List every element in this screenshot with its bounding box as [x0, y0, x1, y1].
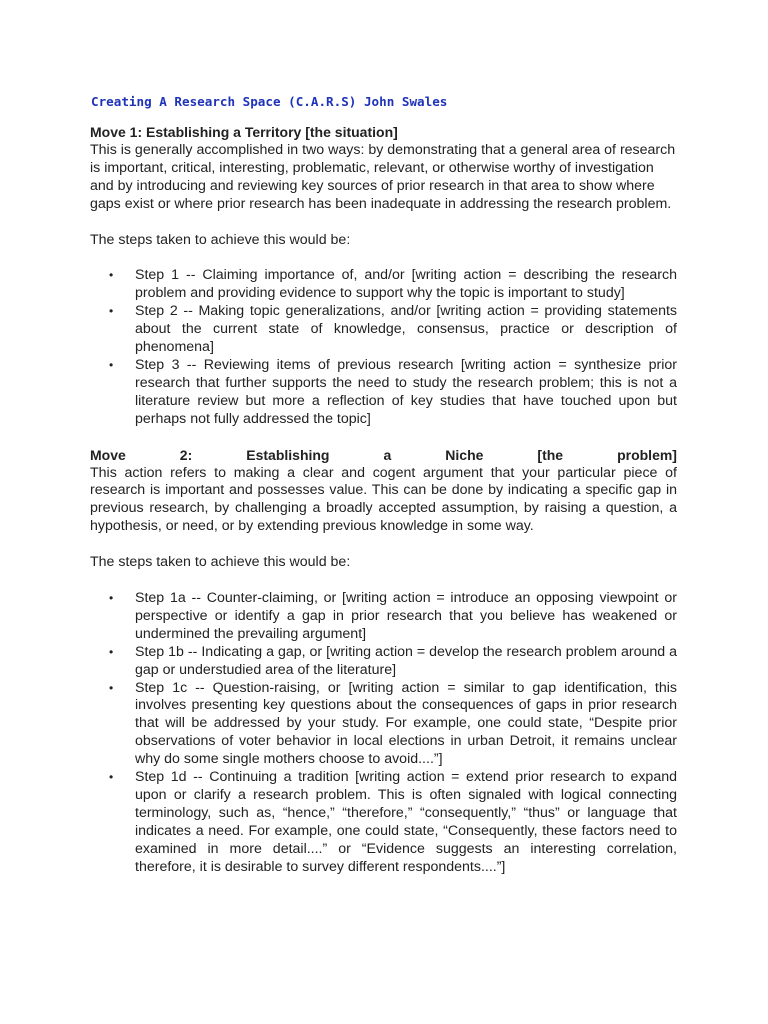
move1-heading: Move 1: Establishing a Territory [the situation] — [90, 124, 398, 140]
move2-intro: This action refers to making a clear and cogent argument that your particular piece of research is important and possesses value. This can be done by indicating a specific gap in previous research, by challenging a broadly accepted assumption, by raising a question, a hypothesis, or need, or by extending previous knowledge in some way. — [90, 464, 677, 535]
move2-heading-word: Establishing — [246, 446, 330, 463]
move2-heading-word: 2: — [179, 446, 193, 463]
step-text: Step 1a -- Counter-claiming, or [writing action = introduce an opposing viewpoint or perspective or identify a gap in prior research that you believe has weakened or undermined the prevailing argument] — [135, 590, 677, 642]
bullet-icon: • — [109, 591, 114, 606]
bullet-icon: • — [109, 644, 114, 659]
move2-heading-word: Niche — [445, 446, 484, 463]
list-item — [90, 267, 677, 303]
move2-heading — [90, 447, 677, 465]
bullet-icon: • — [109, 770, 114, 785]
move2-heading-word: Move — [90, 446, 126, 463]
move1-intro: This is generally accomplished in two ways: by demonstrating that a general area of research is important, critical, interesting, problematic, relevant, or otherwise worthy of investigation and by introducing and reviewing key sources of prior research in that area to show where gaps exist or where prior research has been inadequate in addressing the research problem. — [90, 141, 676, 212]
list-item — [90, 644, 677, 680]
list-item — [90, 769, 677, 876]
list-item — [90, 590, 677, 644]
bullet-icon: • — [109, 304, 114, 319]
bullet-icon: • — [109, 357, 114, 372]
move2-heading-word: [the — [537, 446, 564, 463]
step-text: Step 2 -- Making topic generalizations, and/or [writing action = providing statements about the current state of knowledge, consensus, practice or description of phenomena] — [135, 303, 677, 356]
move1-steps-intro: The steps taken to achieve this would be: — [90, 231, 351, 248]
document-title: Creating A Research Space (C.A.R.S) John Swales — [91, 94, 448, 109]
bullet-icon: • — [109, 680, 114, 695]
move1-steps-list — [90, 267, 677, 428]
step-text: Step 1c -- Question-raising, or [writing action = similar to gap identification, this involves presenting key questions about the consequences of gaps in prior research that will be addressed by your study. For example, one could state, “Despite prior observations of voter behavior in local elections in urban Detroit, it remains unclear why do some single mothers choose to avoid....”] — [135, 679, 677, 768]
step-text: Step 1 -- Claiming importance of, and/or [writing action = describing the research problem and providing evidence to support why the topic is important to study] — [135, 267, 677, 302]
move2-steps-list — [90, 590, 677, 877]
bullet-icon: • — [109, 268, 114, 283]
move2-steps-intro: The steps taken to achieve this would be: — [90, 554, 351, 571]
step-text: Step 1d -- Continuing a tradition [writing action = extend prior research to expand upon or clarify a research problem. This is often signaled with logical connecting terminology, such as, “hence,” “therefore,” “consequently,” “thus” or language that indicates a need. For example, one could state, “Consequently, these factors need to examined in more detail....” or “Evidence suggests an interesting correlation, therefore, it is desirable to survey different respondents....”] — [135, 769, 677, 875]
move2-heading-word: a — [383, 446, 392, 463]
step-text: Step 1b -- Indicating a gap, or [writing action = develop the research problem around a gap or understudied area of the literature] — [135, 643, 677, 678]
document-body — [90, 124, 677, 877]
list-item — [90, 303, 677, 357]
move2-heading-word: problem] — [617, 446, 677, 463]
list-item — [90, 357, 677, 429]
step-text: Step 3 -- Reviewing items of previous research [writing action = synthesize prior research that further supports the need to study the research problem; this is not a literature review but more a reflection of key studies that have touched upon but perhaps not fully addressed the topic] — [135, 356, 677, 427]
list-item — [90, 680, 677, 770]
